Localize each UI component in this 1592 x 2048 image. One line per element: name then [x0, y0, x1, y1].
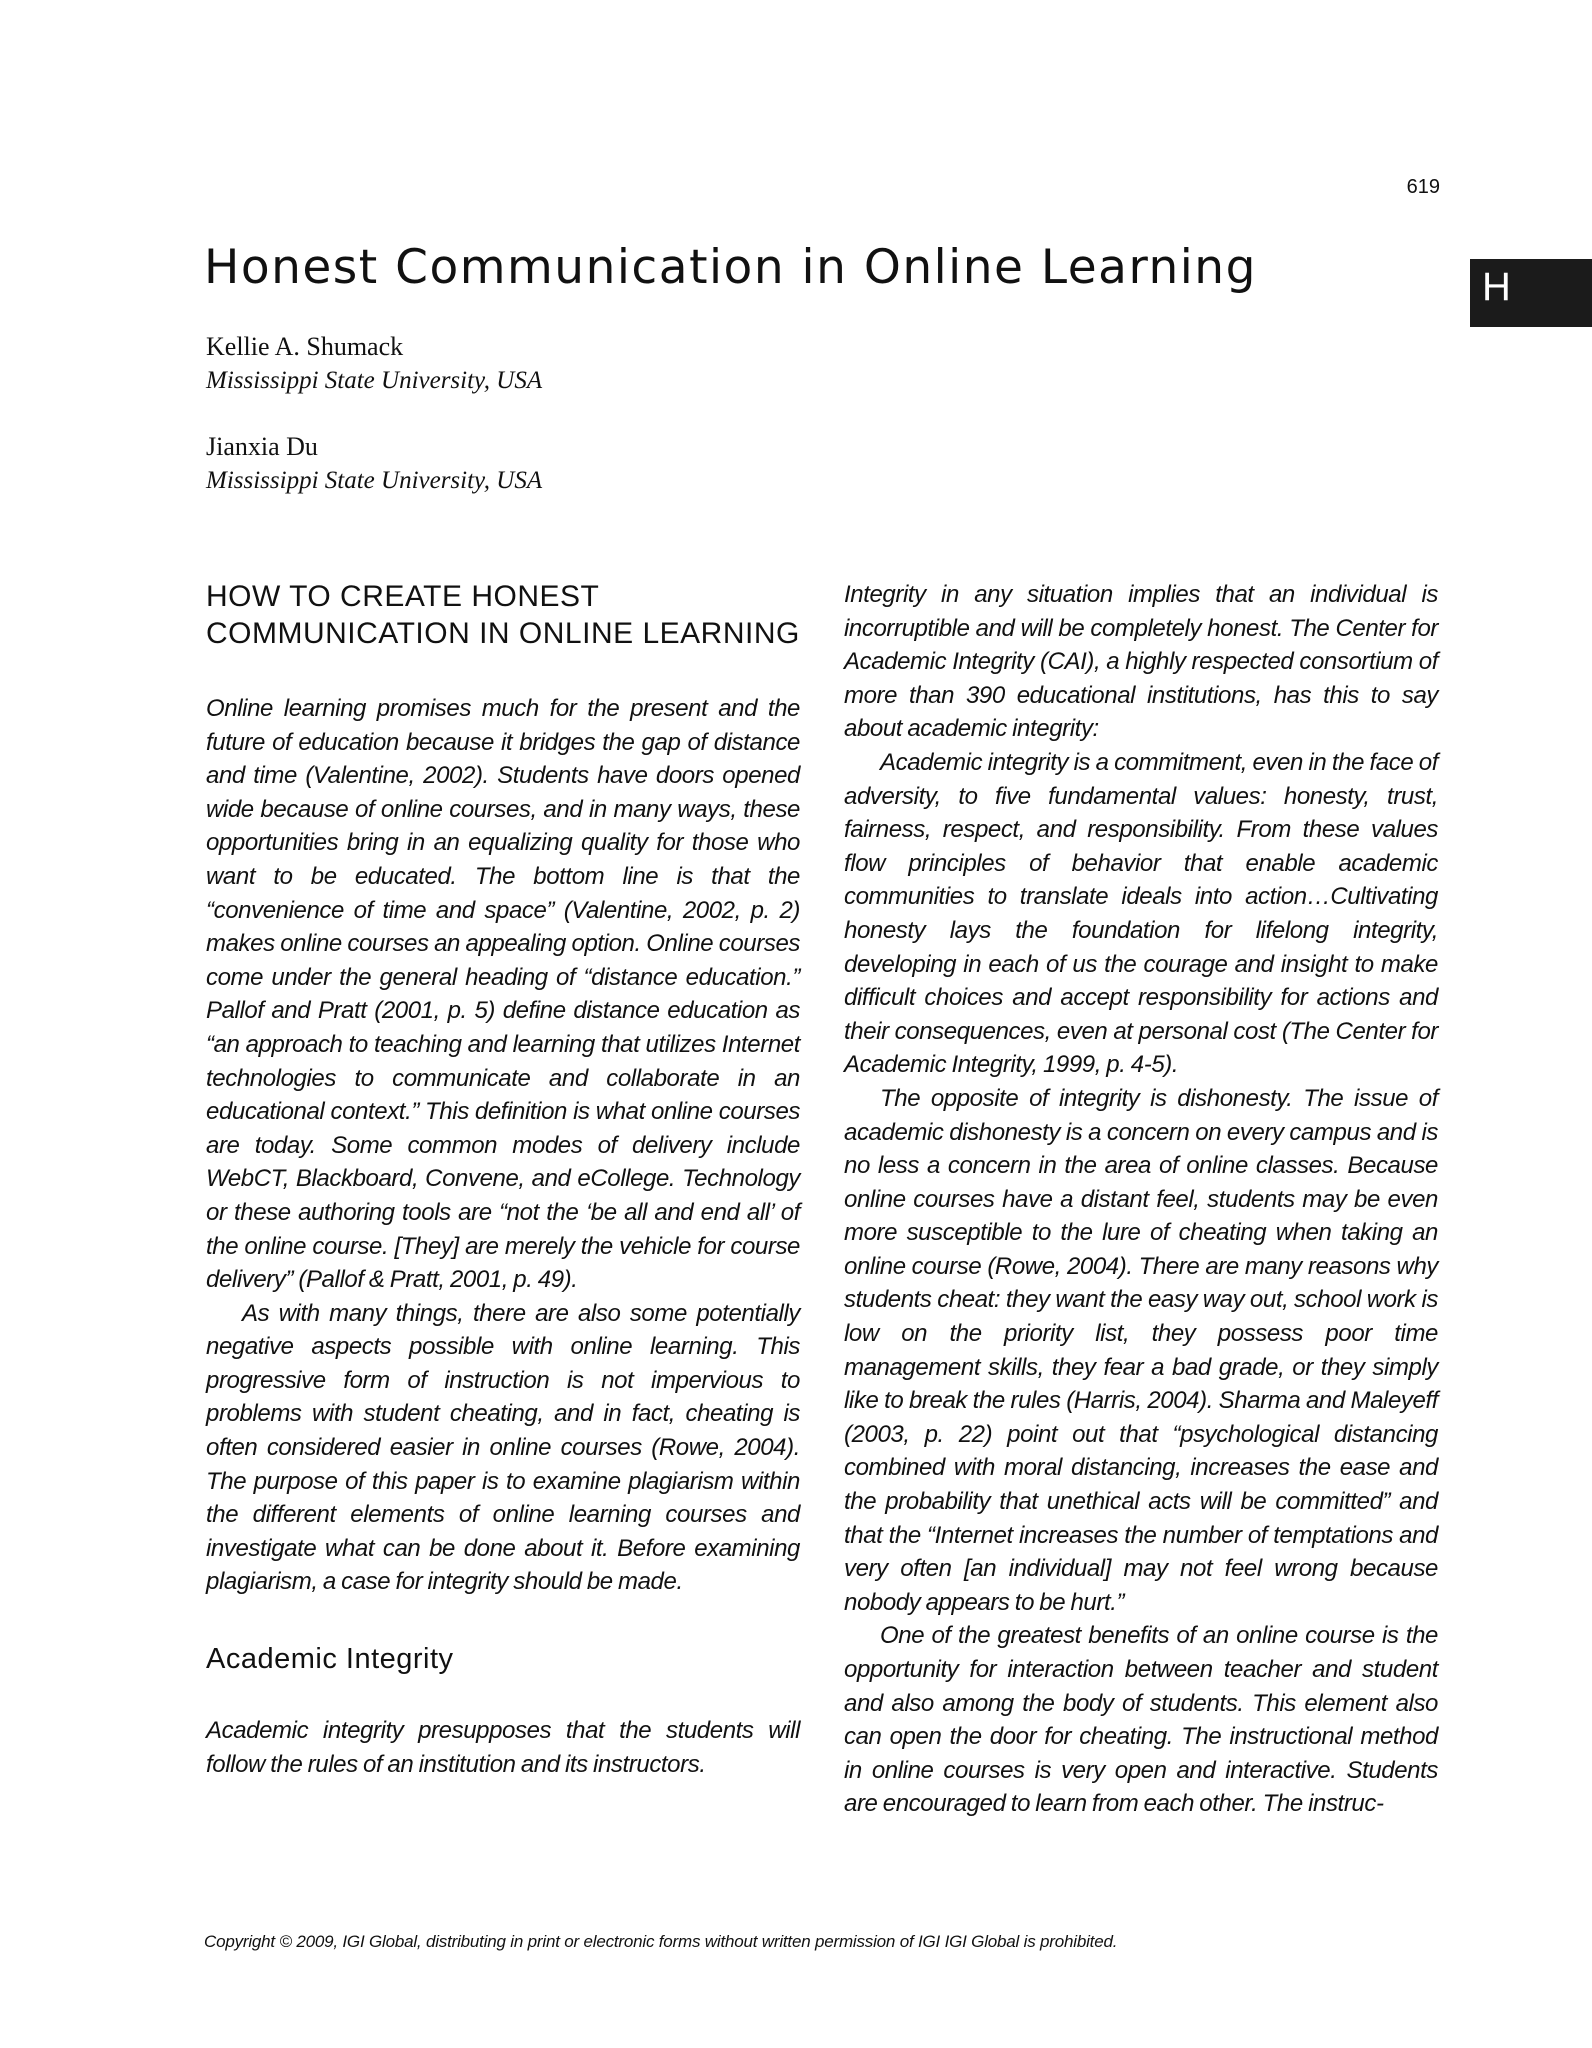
- body-paragraph: Integrity in any situation implies that an individual is incorruptible and will be completely honest. The Center for Academic Integrity (CAI), a highly respected consortium of more than 390 educational institutions, has this to say about academic integrity:: [844, 581, 1438, 743]
- author-affiliation: Mississippi State University, USA: [206, 367, 543, 394]
- section-thumb-tab: H: [1470, 259, 1592, 327]
- body-paragraph: Online learning promises much for the present and the future of education because it bridges the gap of distance and time (Valentine, 2002). Students have doors opened wide because of online courses, and in many ways, these opportunities bring in an equalizing quality for those who want to be educated. The bottom line is that the “convenience of time and space” (Valentine, 2002, p. 2) makes online courses an appealing option. Online courses come under the general heading of “distance education.” Pallof and Pratt (2001, p. 5) define distance education as “an approach to teaching and learning that utilizes Internet technologies to communicate and collaborate in an educational context.” This definition is what online courses are today. Some common modes of delivery include WebCT, Blackboard, Convene, and eCollege. Technology or these authoring tools are “not the ‘be all and end all’ of the online course. [They] are merely the vehicle for course delivery” (Pallof & Pratt, 2001, p. 49).: [206, 695, 800, 1294]
- body-paragraph: The opposite of integrity is dishonesty. The issue of academic dishonesty is a concern on every campus and is no less a concern in the area of online classes. Because online courses have a distant feel, students may be even more susceptible to the lure of cheating when taking an online course (Rowe, 2004). There are many reasons why students cheat: they want the easy way out, school work is low on the priority list, they possess poor time management skills, they fear a bad grade, or they simply like to break the rules (Harris, 2004). Sharma and Maleyeff (2003, p. 22) point out that “psychological distancing combined with moral distancing, increases the ease and the probability that unethical acts will be committed” and that the “Internet increases the number of temptations and very often [an individual] may not feel wrong because nobody appears to be hurt.”: [844, 1084, 1438, 1616]
- body-paragraph: Academic integrity presupposes that the students will follow the rules of an institution and its instructors.: [206, 1717, 800, 1778]
- author-name: Kellie A. Shumack: [206, 332, 404, 361]
- page-number: 619: [1406, 176, 1440, 198]
- left-column: [206, 578, 800, 1781]
- author-affiliation: Mississippi State University, USA: [206, 467, 543, 494]
- author-name: Jianxia Du: [206, 432, 318, 461]
- body-paragraph: As with many things, there are also some potentially negative aspects possible with online learning. This progressive form of instruction is not impervious to problems with student cheating, and in fact, cheating is often considered easier in online courses (Rowe, 2004). The purpose of this paper is to examine plagiarism within the different elements of online learning courses and investigate what can be done about it. Before examining plagiarism, a case for integrity should be made.: [206, 1299, 800, 1596]
- paper-title: Honest Communication in Online Learning: [204, 240, 1257, 295]
- copyright-notice: Copyright © 2009, IGI Global, distributing in print or electronic forms without written permission of IGI IGI Global is prohibited.: [204, 1932, 1118, 1951]
- body-paragraph: One of the greatest benefits of an online course is the opportunity for interaction between teacher and student and also among the body of students. This element also can open the door for cheating. The instructional method in online courses is very open and interactive. Students are encouraged to learn from each other. The instruc-: [844, 1622, 1438, 1818]
- section-heading: HOW TO CREATE HONEST COMMUNICATION IN ONLINE LEARNING: [206, 580, 800, 650]
- right-column: [844, 578, 1438, 1821]
- author-block: [206, 330, 542, 398]
- block-quote: Academic integrity is a commitment, even in the face of adversity, to five fundamental values: honesty, trust, fairness, respect, and responsibility. From these values flow principles of behavior that enable academic communities to translate ideals into action…Cultivating honesty lays the foundation for lifelong integrity, developing in each of us the courage and insight to make difficult choices and accept responsibility for actions and their consequences, even at personal cost (The Center for Academic Integrity, 1999, p. 4-5).: [844, 748, 1438, 1079]
- subsection-heading: Academic Integrity: [206, 1643, 454, 1676]
- author-block: [206, 430, 542, 498]
